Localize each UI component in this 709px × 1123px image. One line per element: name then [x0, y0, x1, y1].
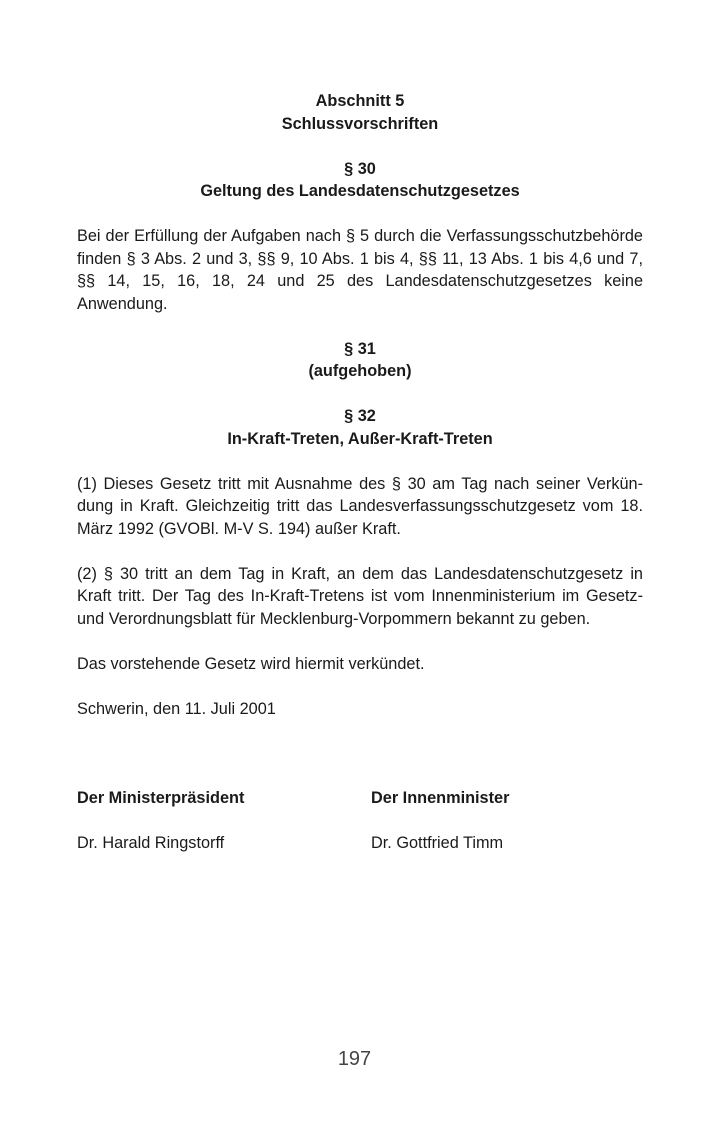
par30-number: § 30 — [344, 159, 376, 178]
par32-title: In-Kraft-Treten, Außer-Kraft-Treten — [227, 429, 493, 448]
par30-heading — [77, 158, 643, 203]
section-heading — [77, 90, 643, 135]
par31-heading — [77, 338, 643, 383]
proclamation-text: Das vorstehende Gesetz wird hiermit verkündet. — [77, 654, 425, 673]
signature-left-title: Der Ministerpräsident — [77, 789, 245, 807]
signature-right-name: Dr. Gottfried Timm — [371, 834, 504, 852]
signature-names — [77, 832, 643, 855]
par32-paragraph-1: (1) Dieses Gesetz tritt mit Ausnahme des § 30 am Tag nach seiner Verkündung in Kraft. Gleichzeitig tritt das Landesverfassungsschutzgesetz vom 18. März 1992 (GVOBl. M-V S. 194) außer Kraft. — [77, 474, 643, 538]
par32-number: § 32 — [344, 407, 376, 425]
section-title: Schlussvorschriften — [281, 114, 439, 133]
par30-text: Bei der Erfüllung der Aufgaben nach § 5 durch die Verfassungsschutzbehörde finden § 3 Abs. 2 und 3, §§ 9, 10 Abs. 1 bis 4, §§ 11, 13 Abs. 1 bis 4,6 und 7, §§ 14, 15, 16, 18, 24 und 25 des Landesdatenschutzgesetzes keine Anwendung. — [77, 227, 643, 313]
signature-right-title: Der Innenminister — [371, 789, 510, 807]
par32-paragraph-2: (2) § 30 tritt an dem Tag in Kraft, an dem das Landesdatenschutzgesetz in Kraft tritt. Der Tag des In-Kraft-Tretens ist vom Innenministerium im Gesetz- und Verordnungsblatt für Mecklenburg-Vorpommern bekannt zu geben. — [77, 564, 643, 628]
signature-left-name: Dr. Harald Ringstorff — [77, 834, 225, 852]
page-number: 197 — [337, 1048, 372, 1070]
par30-title: Geltung des Landesdatenschutzgesetzes — [200, 182, 520, 200]
par32-heading — [77, 405, 643, 450]
par31-number: § 31 — [344, 339, 376, 358]
section-number: Abschnitt 5 — [315, 92, 405, 110]
signature-titles — [77, 787, 643, 810]
par31-title: (aufgehoben) — [308, 362, 412, 380]
place-date: Schwerin, den 11. Juli 2001 — [77, 699, 276, 718]
document-page — [77, 90, 643, 855]
